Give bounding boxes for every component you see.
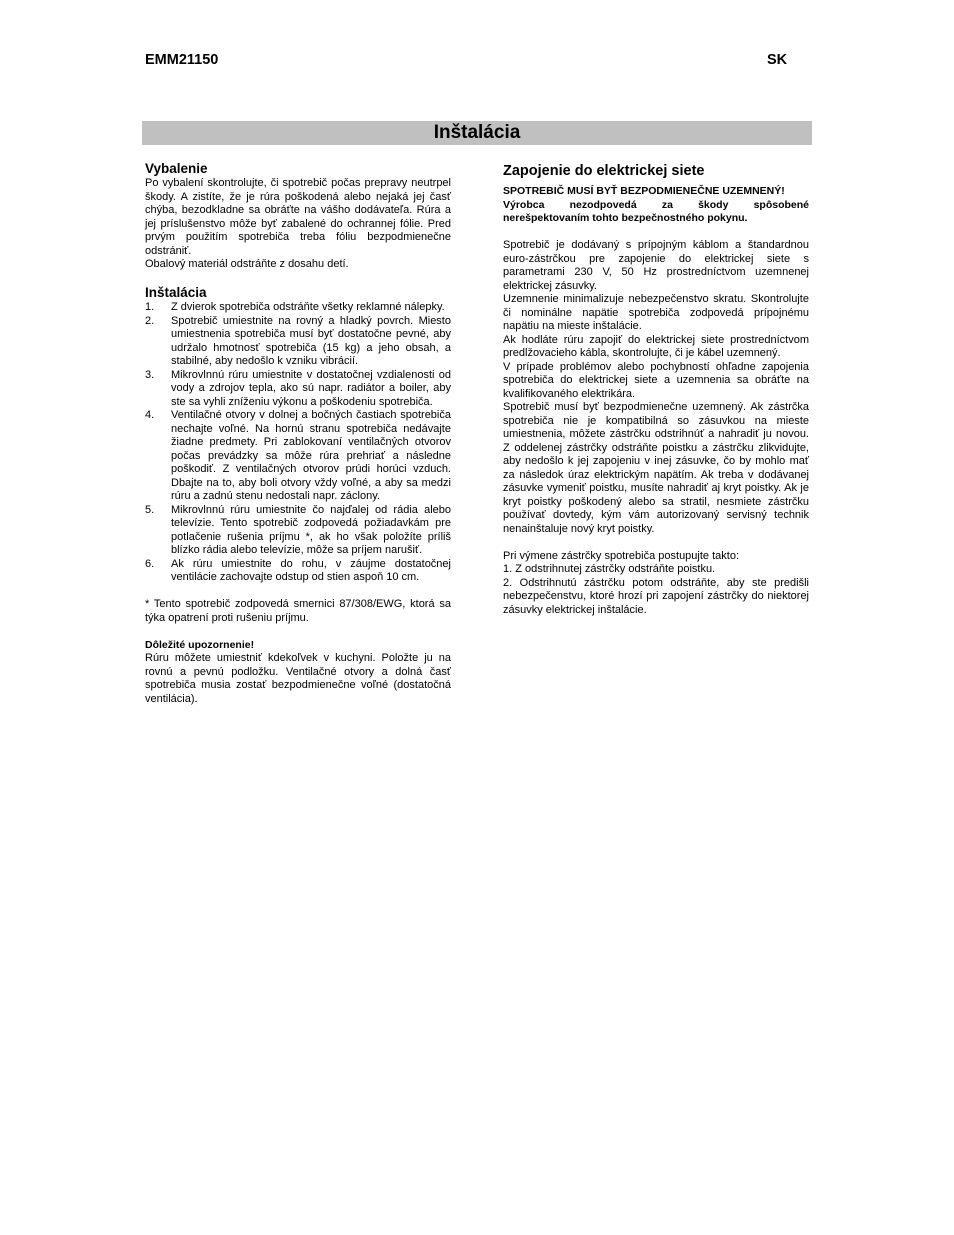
grounding-warning: SPOTREBIČ MUSÍ BYŤ BEZPODMIENEČNE UZEMNENÝ!	[503, 185, 785, 197]
list-item	[145, 315, 451, 369]
footnote: * Tento spotrebič zodpovedá smernici 87/308/EWG, ktorá sa týka opatrení proti rušeniu príjmu.	[145, 598, 451, 624]
replacement-step-1: 1. Z odstrihnutej zástrčky odstráňte poistku.	[503, 563, 716, 575]
cable-paragraph: Spotrebič je dodávaný s prípojným káblom a štandardnou euro-zástrčkou pre zapojenie do elektrickej siete s parametrami 230 V, 50 Hz prostredníctvom uzemnenej elektrickej zásuvky.	[503, 239, 809, 292]
list-item	[145, 558, 451, 585]
liability-notice: Výrobca nezodpovedá za škody spôsobené nerešpektovaním tohto bezpečnostného pokynu.	[503, 198, 809, 224]
list-item-number: 2.	[145, 314, 155, 327]
section-title: Inštalácia	[142, 121, 812, 145]
list-item	[145, 504, 451, 558]
list-item-text: Mikrovlnnú rúru umiestnite v dostatočnej vzdialenosti od vody a zdrojov tepla, ako sú napr. radiátor a boiler, aby ste sa vyhli zníženiu výkonu a poškodeniu spotrebiča.	[171, 368, 451, 408]
list-item-text: Spotrebič umiestnite na rovný a hladký povrch. Miesto umiestnenia spotrebiča musí byť dostatočne pevné, aby udržalo hmotnosť spotrebiča (15 kg) a jeho obsah, a stabilné, aby nedošlo k vzniku vibrácií.	[171, 314, 451, 367]
list-item-text: Ak rúru umiestnite do rohu, v záujme dostatočnej ventilácie zachovajte odstup od stien aspoň 10 cm.	[171, 557, 451, 583]
replacement-intro: Pri výmene zástrčky spotrebiča postupujte takto:	[503, 549, 739, 562]
list-item-text: Z dvierok spotrebiča odstráňte všetky reklamné nálepky.	[171, 301, 445, 313]
plug-paragraph: Spotrebič musí byť bezpodmienečne uzemnený. Ak zástrčka spotrebiča nie je kompatibilná so zásuvkou na mieste umiestnenia, môžete zástrčku odstrihnúť a nahradiť ju novou. Z oddelenej zástrčky odstráňte poistku a zástrčku zlikvidujte, aby nedošlo k jej zapojeniu v inej zásuvke, čo by mohlo mať za následok úraz elektrickým napätím. Ak treba v dodávanej zásuvke vymeniť poistku, musíte nahradiť aj kryt poistky. Ak je kryt poistky poškodený alebo sa stratil, nesmiete zástrčku používať dovtedy, kým vám autorizovaný servisný technik nenainštaluje nový kryt poistky.	[503, 401, 809, 535]
warning-text: Rúru môžete umiestniť kdekoľvek v kuchyni. Položte ju na rovnú a pevnú podložku. Ventilačné otvory a dolná časť spotrebiča musia zostať bezpodmienečne voľné (dostatočná ventilácia).	[145, 652, 451, 705]
installation-heading: Inštalácia	[145, 285, 207, 300]
replacement-step-2: 2. Odstrihnutú zástrčku potom odstráňte, aby ste predišli nebezpečenstvu, ktoré hrozí pri zapojení zástrčky do niektorej zásuvky elektrickej inštalácie.	[503, 576, 809, 616]
list-item-number: 5.	[145, 503, 155, 516]
installation-list	[145, 301, 451, 585]
right-column	[503, 162, 809, 617]
list-item	[145, 369, 451, 410]
list-item-number: 4.	[145, 409, 155, 421]
list-item-text: Ventilačné otvory v dolnej a bočných častiach spotrebiča nechajte voľné. Na hornú stranu spotrebiča nedávajte žiadne predmety. Pri zablokovaní ventilačných otvorov počas prevádzky sa môže rúra prehriať a následne poškodiť. Z ventilačných otvorov prúdi horúci vzduch. Dbajte na to, aby boli otvory vždy voľné, a aby sa medzi rúru a zadnú stenu nedostali napr. záclony.	[171, 409, 451, 502]
grounding-paragraph: Uzemnenie minimalizuje nebezpečenstvo skratu. Skontrolujte či nominálne napätie spotrebiča zodpovedá prípojnému napätiu na mieste inštalácie.	[503, 293, 809, 332]
list-item-text: Mikrovlnnú rúru umiestnite čo najďalej od rádia alebo televízie. Tento spotrebič zodpovedá požiadavkám pre potlačenie rušenia príjmu *, ak ho však položíte príliš blízko rádia alebo televízie, môže sa príjem narušiť.	[171, 503, 451, 556]
extension-paragraph: Ak hodláte rúru zapojiť do elektrickej siete prostredníctvom predlžovacieho kábla, skontrolujte, či je kábel uzemnený.	[503, 333, 809, 359]
unpacking-paragraph: Po vybalení skontrolujte, či spotrebič počas prepravy neutrpel škody. A zistíte, že je rúra poškodená alebo nejaká jej časť chýba, bezodkladne sa obráťte na vášho dodávateľa. Rúra a jej príslušenstvo môže byť zabalené do ochrannej fólie. Pred prvým použitím spotrebiča treba fóliu bezpodmienečne odstrániť.	[145, 177, 451, 257]
packaging-paragraph: Obalový materiál odstráňte z dosahu detí.	[145, 258, 349, 270]
list-item-number: 6.	[145, 557, 155, 570]
electrician-paragraph: V prípade problémov alebo pochybností ohľadne zapojenia spotrebiča do elektrickej siete a uzemnenia sa obráťte na kvalifikovaného elektrikára.	[503, 360, 809, 400]
electrical-heading: Zapojenie do elektrickej siete	[503, 163, 705, 179]
warning-heading: Dôležité upozornenie!	[145, 638, 255, 651]
list-item	[145, 409, 451, 504]
left-column	[145, 161, 451, 706]
list-item	[145, 301, 451, 315]
unpacking-heading: Vybalenie	[145, 161, 208, 176]
list-item-number: 1.	[145, 301, 155, 313]
model-number: EMM21150	[145, 52, 219, 68]
language-code: SK	[767, 52, 788, 68]
list-item-number: 3.	[145, 368, 155, 381]
